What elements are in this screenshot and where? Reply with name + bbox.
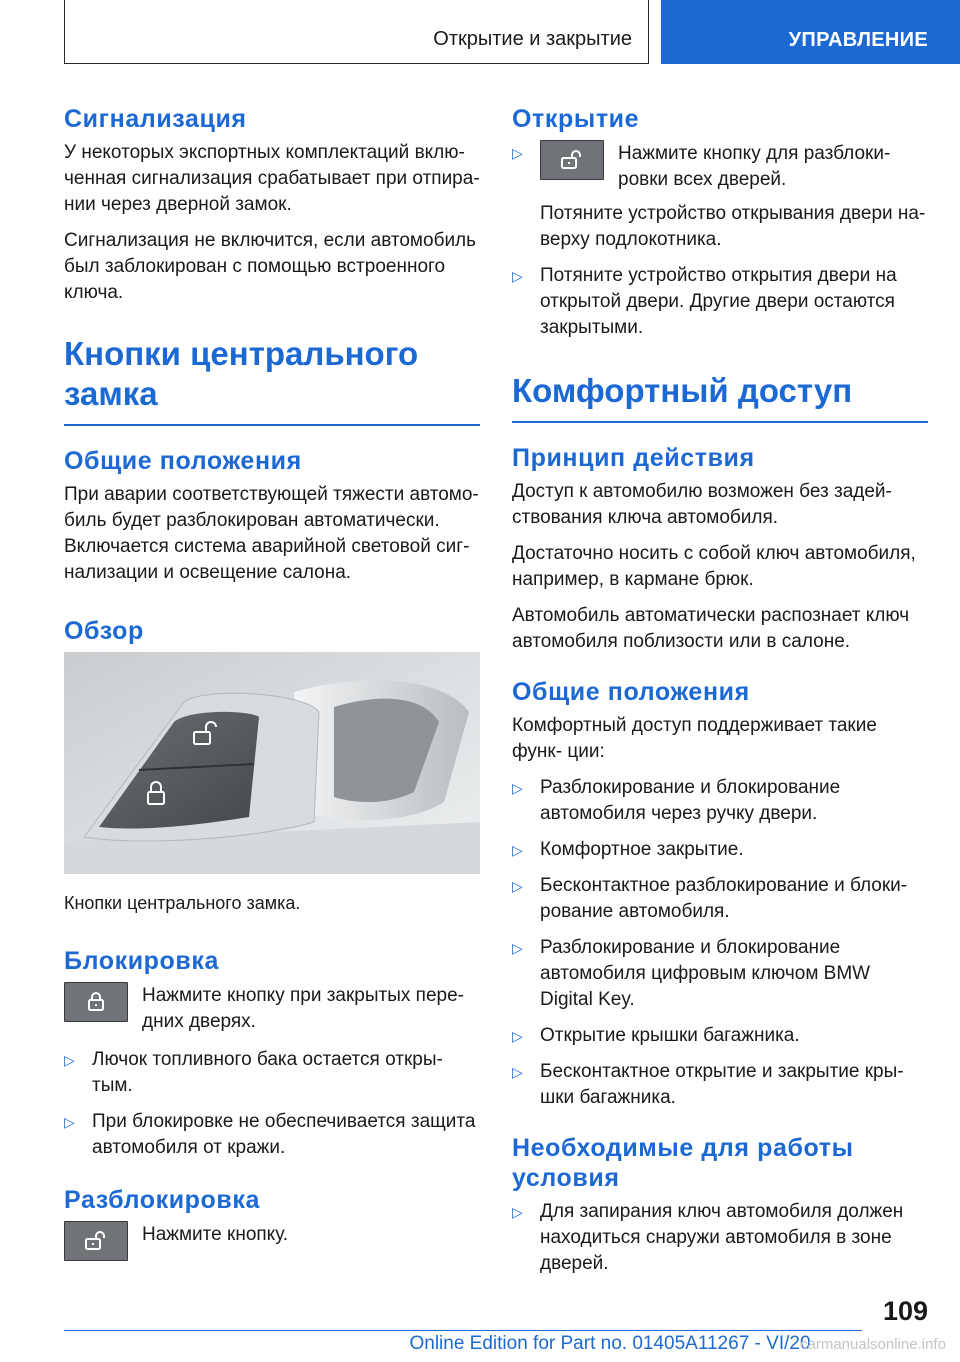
- list-item: ▷ Лючок топливного бака остается откры- тым.: [64, 1049, 443, 1096]
- list-item: ▷ Открытие крышки багажника.: [512, 1023, 928, 1049]
- bullet-triangle-icon: ▷: [512, 268, 523, 284]
- bullet-triangle-icon: ▷: [64, 1114, 75, 1130]
- lock-closed-icon: [64, 982, 128, 1022]
- general-paragraph-right: Комфортный доступ поддерживает такие функ- ции:: [512, 715, 877, 762]
- general-paragraph-left: При аварии соответствующей тяжести автомо- биль будет разблокирован автоматически. Включается система аварийной световой сиг- нализации и освещение салона.: [64, 484, 479, 583]
- list-item: ▷ Разблокирование и блокирование автомобиля через ручку двери.: [512, 777, 841, 824]
- list-item: ▷ При блокировке не обеспечивается защита автомобиля от кражи.: [64, 1111, 476, 1158]
- list-item: ▷ Бесконтактное открытие и закрытие кры- шки багажника.: [512, 1061, 904, 1108]
- bullet-triangle-icon: ▷: [512, 878, 523, 894]
- unlocking-instruction: [64, 1221, 480, 1261]
- alarm-heading: Сигнализация: [64, 105, 247, 133]
- list-item: [512, 140, 928, 253]
- right-column: [512, 104, 928, 1287]
- opening-item-1-sub: Потяните устройство открывания двери на- верху подлокотника.: [540, 203, 926, 250]
- unlocking-heading: Разблокировка: [64, 1186, 261, 1214]
- comfort-access-heading: Комфортный доступ: [512, 372, 853, 409]
- principle-paragraph-3: Автомобиль автоматически распознает ключ автомобиля поблизости или в салоне.: [512, 605, 910, 652]
- principle-paragraph-2: Достаточно носить с собой ключ автомобиля, например, в кармане брюк.: [512, 543, 916, 590]
- heading-rule: [64, 424, 480, 426]
- bullet-triangle-icon: ▷: [64, 1052, 75, 1068]
- opening-heading: Открытие: [512, 105, 640, 133]
- page-number: 109: [882, 1296, 928, 1326]
- header-chapter-tab: [661, 0, 960, 64]
- requirements-heading: Необходимые для работы условия: [512, 1134, 854, 1192]
- bullet-triangle-icon: ▷: [512, 145, 523, 161]
- chapter-title-text: УПРАВЛЕНИЕ: [788, 29, 928, 51]
- locking-text: Нажмите кнопку при закрытых пере- дних дверях.: [142, 985, 464, 1032]
- list-item: ▷ Для запирания ключ автомобиля должен находиться снаружи автомобиля в зоне дверей.: [512, 1201, 904, 1274]
- alarm-paragraph-2: Сигнализация не включится, если автомобиль был заблокирован с помощью встроенного ключа.: [64, 230, 477, 303]
- list-item: ▷ Комфортное закрытие.: [512, 837, 928, 863]
- bullet-triangle-icon: ▷: [512, 1064, 523, 1080]
- opening-list: [512, 140, 928, 341]
- locking-instruction: [64, 982, 480, 1035]
- list-item: ▷ Разблокирование и блокирование автомобиля цифровым ключом BMW Digital Key.: [512, 937, 871, 1010]
- list-item: ▷ Потяните устройство открытия двери на открытой двери. Другие двери остаются закрытыми.: [512, 265, 897, 338]
- bullet-triangle-icon: ▷: [512, 1204, 523, 1220]
- header-section-title: [64, 0, 649, 64]
- bullet-triangle-icon: ▷: [512, 1028, 523, 1044]
- locking-list: [64, 1047, 480, 1161]
- principle-paragraph-1: Доступ к автомобилю возможен без задей- ствования ключа автомобиля.: [512, 481, 892, 528]
- features-list: [512, 775, 928, 1111]
- heading-rule: [512, 421, 928, 423]
- lock-open-icon: [540, 140, 604, 180]
- online-edition-text: Online Edition for Part no. 01405A11267 - VI/20: [409, 1333, 811, 1354]
- general-heading-left: Общие положения: [64, 447, 302, 475]
- list-item: ▷ Бесконтактное разблокирование и блоки- рование автомобиля.: [512, 875, 908, 922]
- requirements-list: [512, 1199, 928, 1277]
- lock-open-icon: [64, 1221, 128, 1261]
- general-heading-right: Общие положения: [512, 678, 750, 706]
- left-column: [64, 104, 480, 1273]
- lock-buttons-photo: [64, 652, 480, 874]
- bullet-triangle-icon: ▷: [512, 842, 523, 858]
- principle-heading: Принцип действия: [512, 444, 755, 472]
- overview-heading: Обзор: [64, 617, 144, 645]
- photo-caption: Кнопки центрального замка.: [64, 893, 301, 913]
- bullet-triangle-icon: ▷: [512, 780, 523, 796]
- opening-item-1: Нажмите кнопку для разблоки- ровки всех дверей.: [618, 143, 891, 190]
- alarm-paragraph-1: У некоторых экспортных комплектаций вклю- ченная сигнализация срабатывает при отпира- нии через дверной замок.: [64, 142, 480, 215]
- unlocking-text: Нажмите кнопку.: [142, 1224, 289, 1245]
- bullet-triangle-icon: ▷: [512, 940, 523, 956]
- locking-heading: Блокировка: [64, 947, 219, 975]
- section-title-text: Открытие и закрытие: [433, 28, 632, 50]
- watermark: carmanualsonline.info: [800, 1336, 946, 1353]
- lock-buttons-heading: Кнопки центрального замка: [64, 335, 419, 412]
